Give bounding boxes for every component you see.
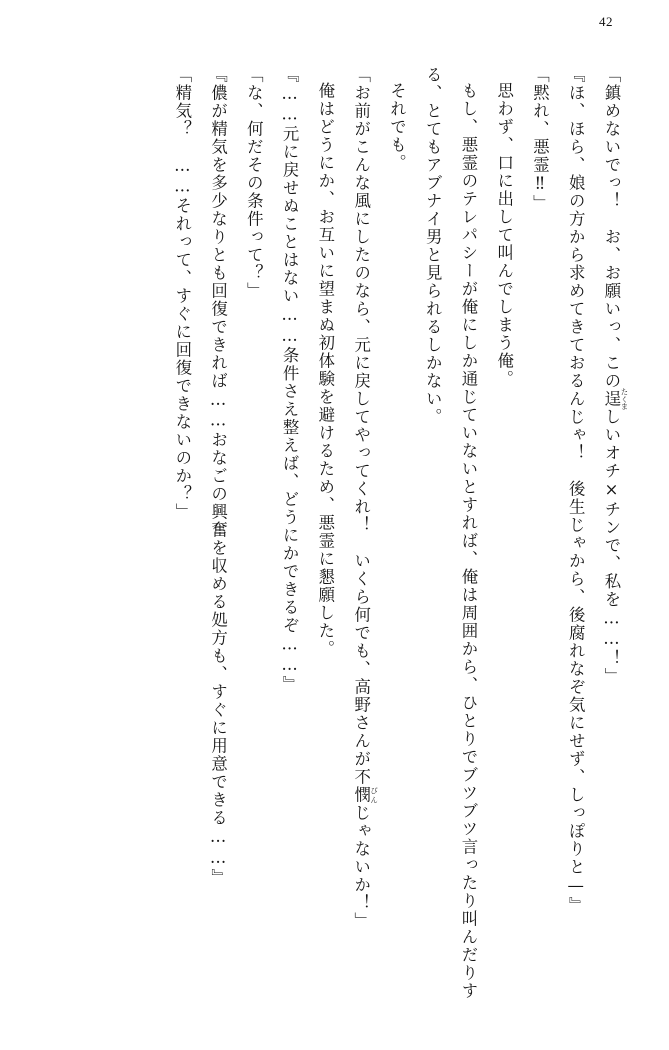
paragraph: 『ほ、ほら、娘の方から求めてきておるんじゃ！ 後生じゃから、後腐れなぞ気にせず、しっぽりと—』	[566, 66, 586, 915]
page-number: 42	[599, 14, 613, 29]
paragraph: 「お前がこんな風にしたのなら、元に戻してやってくれ！ いくら何でも、高野さんが不憫 びんじゃないか！」	[351, 66, 379, 930]
paragraph: それでも。	[387, 82, 407, 173]
novel-body-text	[29, 66, 629, 1016]
ruby-takuma: 逞 たくま	[602, 387, 629, 411]
paragraph: 俺はどうにか、お互いに望まぬ初体験を避けるため、悪霊に懇願した。	[315, 82, 335, 659]
paragraph: 「黙れ、悪霊‼」	[530, 66, 550, 213]
paragraph: 『儂が精気を多少なりとも回復できれば……おなごの興奮を収める処方も、すぐに用意できる……』	[208, 66, 228, 887]
paragraph: もし、悪霊のテレパシーが俺にしか通じていないとすれば、俺は周囲から、ひとりでブツブツ言ったり叫んだりする、とてもアブナイ男と見られるしかない。	[423, 66, 478, 1001]
ruby-bin: 憫 びん	[351, 786, 379, 804]
paragraph: 『……元に戻せぬことはない……条件さえ整えば、どうにかできるぞ……』	[280, 66, 300, 694]
paragraph: 「鎮めないでっ！ お、お願いっ、この逞 たくましいオチ×チンで、私を……！」	[602, 66, 629, 686]
paragraph: 「な、何だその条件って？」	[244, 66, 264, 300]
paragraph: 「精気？ ……それって、すぐに回復できないのか？」	[172, 66, 192, 522]
paragraph: 思わず、口に出して叫んでしまう俺。	[494, 82, 514, 389]
